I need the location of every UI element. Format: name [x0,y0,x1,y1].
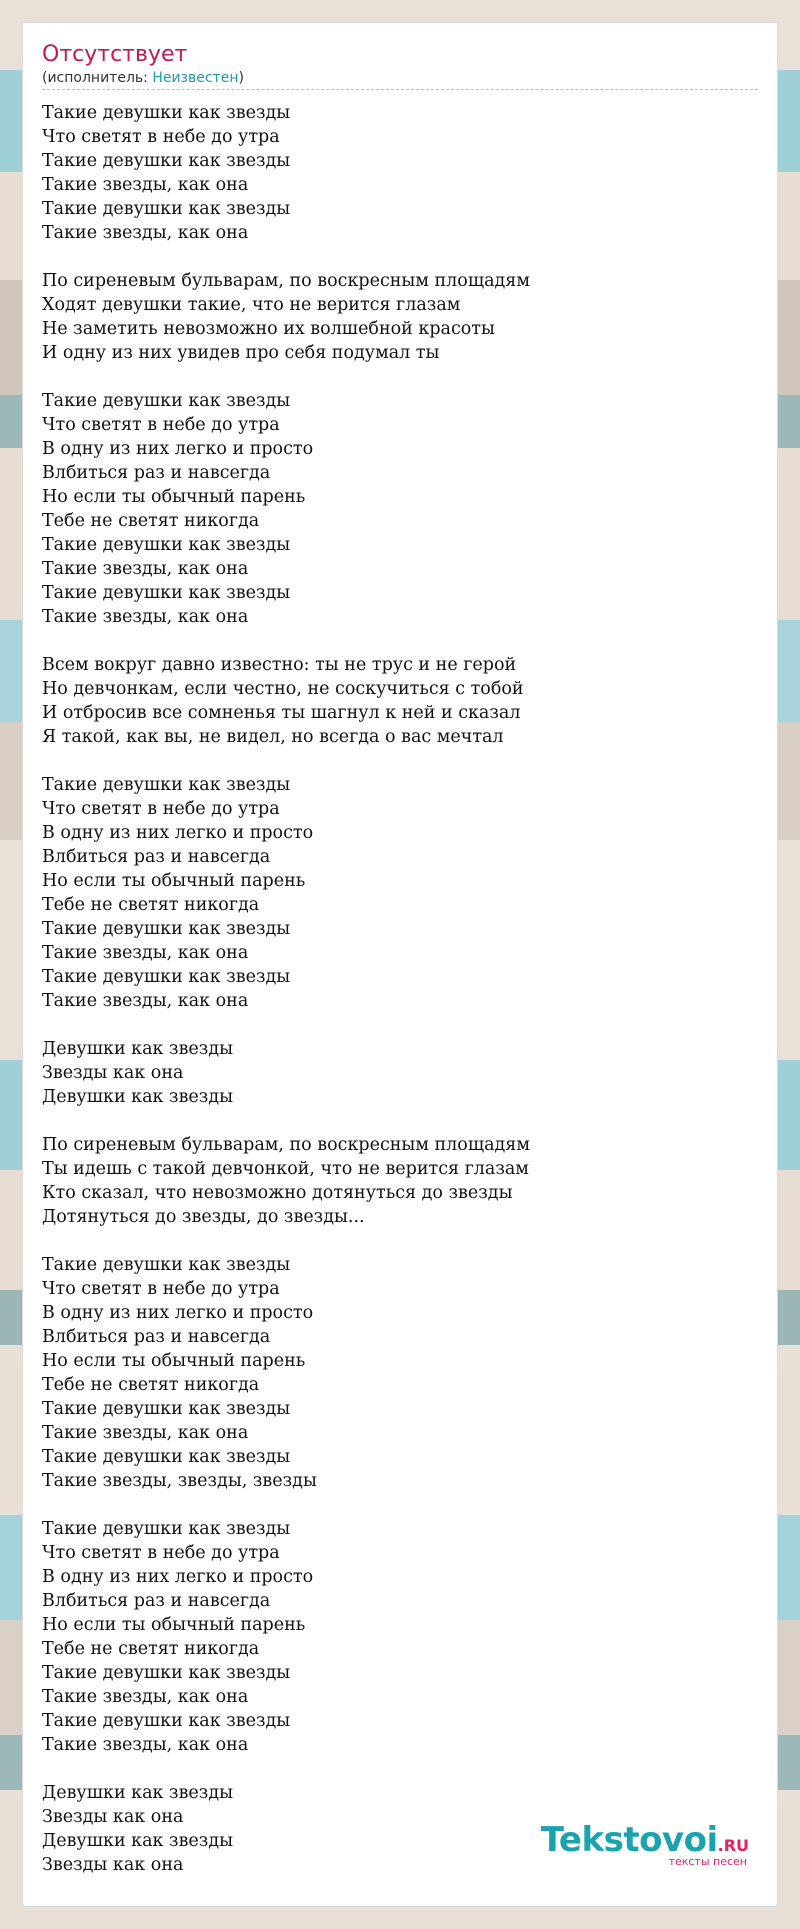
lyrics-line: Девушки как звезды [42,1039,234,1059]
lyrics-stanza [42,1517,758,1757]
song-header [42,41,758,90]
lyrics-line: Но если ты обычный парень [42,1351,306,1371]
lyrics-line: Такие девушки как звезды [42,391,291,411]
lyrics-line: Что светят в небе до утра [42,799,280,819]
lyrics-line: Такие девушки как звезды [42,1711,291,1731]
lyrics-line: Такие девушки как звезды [42,775,291,795]
logo-domain: .RU [717,1836,749,1855]
lyrics-line: Тебе не светят никогда [42,1639,260,1659]
lyrics-line: Но если ты обычный парень [42,487,306,507]
lyrics-stanza [42,389,758,629]
lyrics-line: Но если ты обычный парень [42,871,306,891]
lyrics-line: Такие звезды, как она [42,559,249,579]
lyrics-line: Такие девушки как звезды [42,151,291,171]
lyrics-stanza [42,269,758,365]
lyrics-line: Всем вокруг давно известно: ты не трус и не герой [42,655,517,675]
lyrics-line: Влбиться раз и навсегда [42,1591,271,1611]
lyrics-line: Такие девушки как звезды [42,1663,291,1683]
lyrics-line: Но девчонкам, если честно, не соскучиться с тобой [42,679,524,699]
performer-link[interactable]: Неизвестен [152,70,239,86]
lyrics-line: Ты идешь с такой девчонкой, что не верится глазам [42,1159,529,1179]
lyrics-line: По сиреневым бульварам, по воскресным площадям [42,1135,530,1155]
lyrics-line: Звезды как она [42,1807,184,1827]
lyrics-line: Но если ты обычный парень [42,1615,306,1635]
lyrics-line: Такие девушки как звезды [42,1447,291,1467]
lyrics-stanza [42,773,758,1013]
lyrics-line: Что светят в небе до утра [42,1543,280,1563]
lyrics-line: Такие девушки как звезды [42,1399,291,1419]
lyrics-line: Что светят в небе до утра [42,415,280,435]
lyrics-line: Такие звезды, как она [42,175,249,195]
lyrics-line: И отбросив все сомненья ты шагнул к ней и сказал [42,703,521,723]
lyrics-line: Влбиться раз и навсегда [42,847,271,867]
lyrics-line: По сиреневым бульварам, по воскресным площадям [42,271,530,291]
lyrics-line: Влбиться раз и навсегда [42,1327,271,1347]
lyrics-line: Такие звезды, как она [42,1735,249,1755]
lyrics-line: Девушки как звезды [42,1783,234,1803]
lyrics-line: Не заметить невозможно их волшебной красоты [42,319,495,339]
lyrics-stanza [42,1133,758,1229]
lyrics-line: Такие девушки как звезды [42,199,291,219]
lyrics-card [22,22,778,1907]
lyrics-line: Такие звезды, как она [42,943,249,963]
lyrics-line: Такие девушки как звезды [42,583,291,603]
lyrics-line: Такие девушки как звезды [42,919,291,939]
lyrics-line: Такие звезды, как она [42,1423,249,1443]
lyrics-line: Я такой, как вы, не видел, но всегда о вас мечтал [42,727,504,747]
lyrics-stanza [42,101,758,245]
lyrics-text [42,101,758,1877]
lyrics-line: Такие девушки как звезды [42,1255,291,1275]
lyrics-line: Звезды как она [42,1855,184,1875]
lyrics-line: Такие звезды, как она [42,223,249,243]
lyrics-line: Тебе не светят никогда [42,895,260,915]
lyrics-line: Такие звезды, звезды, звезды [42,1471,317,1491]
lyrics-line: Ходят девушки такие, что не верится глазам [42,295,461,315]
song-title: Отсутствует [42,42,188,67]
lyrics-line: Дотянуться до звезды, до звезды... [42,1207,365,1227]
logo-name: Tekstovoi [540,1820,718,1860]
lyrics-line: Тебе не светят никогда [42,511,260,531]
lyrics-line: Такие девушки как звезды [42,1519,291,1539]
performer-suffix: ) [238,70,244,86]
lyrics-stanza [42,1037,758,1109]
lyrics-line: Что светят в небе до утра [42,1279,280,1299]
performer-prefix: (исполнитель: [42,70,153,86]
lyrics-line: Звезды как она [42,1063,184,1083]
performer-line [42,69,758,87]
lyrics-line: Такие звезды, как она [42,1687,249,1707]
lyrics-line: В одну из них легко и просто [42,439,314,459]
lyrics-line: Такие звезды, как она [42,607,249,627]
lyrics-line: В одну из них легко и просто [42,823,314,843]
lyrics-line: И одну из них увидев про себя подумал ты [42,343,440,363]
lyrics-line: Кто сказал, что невозможно дотянуться до звезды [42,1183,513,1203]
logo-tagline: тексты песен [668,1855,747,1868]
lyrics-line: Девушки как звезды [42,1831,234,1851]
lyrics-stanza [42,1253,758,1493]
lyrics-line: В одну из них легко и просто [42,1303,314,1323]
lyrics-line: Влбиться раз и навсегда [42,463,271,483]
lyrics-line: В одну из них легко и просто [42,1567,314,1587]
lyrics-line: Что светят в небе до утра [42,127,280,147]
lyrics-line: Такие девушки как звезды [42,103,291,123]
lyrics-line: Девушки как звезды [42,1087,234,1107]
lyrics-line: Тебе не светят никогда [42,1375,260,1395]
lyrics-stanza [42,653,758,749]
lyrics-line: Такие звезды, как она [42,991,249,1011]
site-logo[interactable] [540,1820,749,1868]
lyrics-line: Такие девушки как звезды [42,535,291,555]
lyrics-line: Такие девушки как звезды [42,967,291,987]
